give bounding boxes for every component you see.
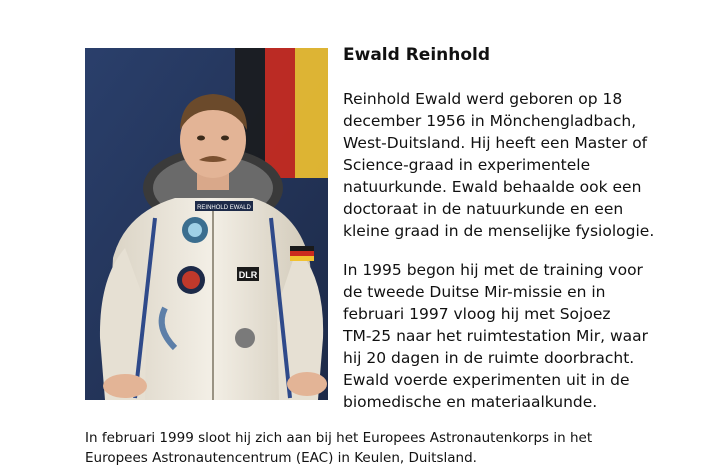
dlr-patch: DLR xyxy=(238,270,258,280)
footer-line: In februari 1999 sloot hij zich aan bij het Europees Astronautenkorps in het xyxy=(85,430,593,446)
paragraph-line: biomedische en materiaalkunde. xyxy=(343,393,598,411)
footer-line: Europees Astronautencentrum (EAC) in Keulen, Duitsland. xyxy=(85,450,477,466)
paragraph-line: februari 1997 vloog hij met Sojoez xyxy=(343,305,611,323)
biography-paragraph-2 xyxy=(343,259,703,413)
paragraph-line: Science-graad in experimentele xyxy=(343,156,591,174)
paragraph-line: West-Duitsland. Hij heeft een Master of xyxy=(343,134,648,152)
astronaut-portrait-photo xyxy=(85,48,328,400)
paragraph-line: hij 20 dagen in de ruimte doorbracht. xyxy=(343,349,635,367)
paragraph-line: Ewald voerde experimenten uit in de xyxy=(343,371,630,389)
paragraph-line: december 1956 in Mönchengladbach, xyxy=(343,112,637,130)
article-title: Ewald Reinhold xyxy=(343,45,491,65)
suit-name-tag: REINHOLD EWALD xyxy=(197,205,251,211)
paragraph-line: TM-25 naar het ruimtestation Mir, waar xyxy=(343,327,649,345)
paragraph-line: In 1995 begon hij met de training voor xyxy=(343,261,643,279)
paragraph-line: Reinhold Ewald werd geboren op 18 xyxy=(343,90,623,108)
footer-paragraph xyxy=(85,428,705,468)
paragraph-line: kleine graad in de menselijke fysiologie. xyxy=(343,222,655,240)
paragraph-line: de tweede Duitse Mir-missie en in xyxy=(343,283,606,301)
biography-paragraph-1 xyxy=(343,88,703,242)
paragraph-line: doctoraat in de natuurkunde en een xyxy=(343,200,624,218)
paragraph-line: natuurkunde. Ewald behaalde ook een xyxy=(343,178,642,196)
